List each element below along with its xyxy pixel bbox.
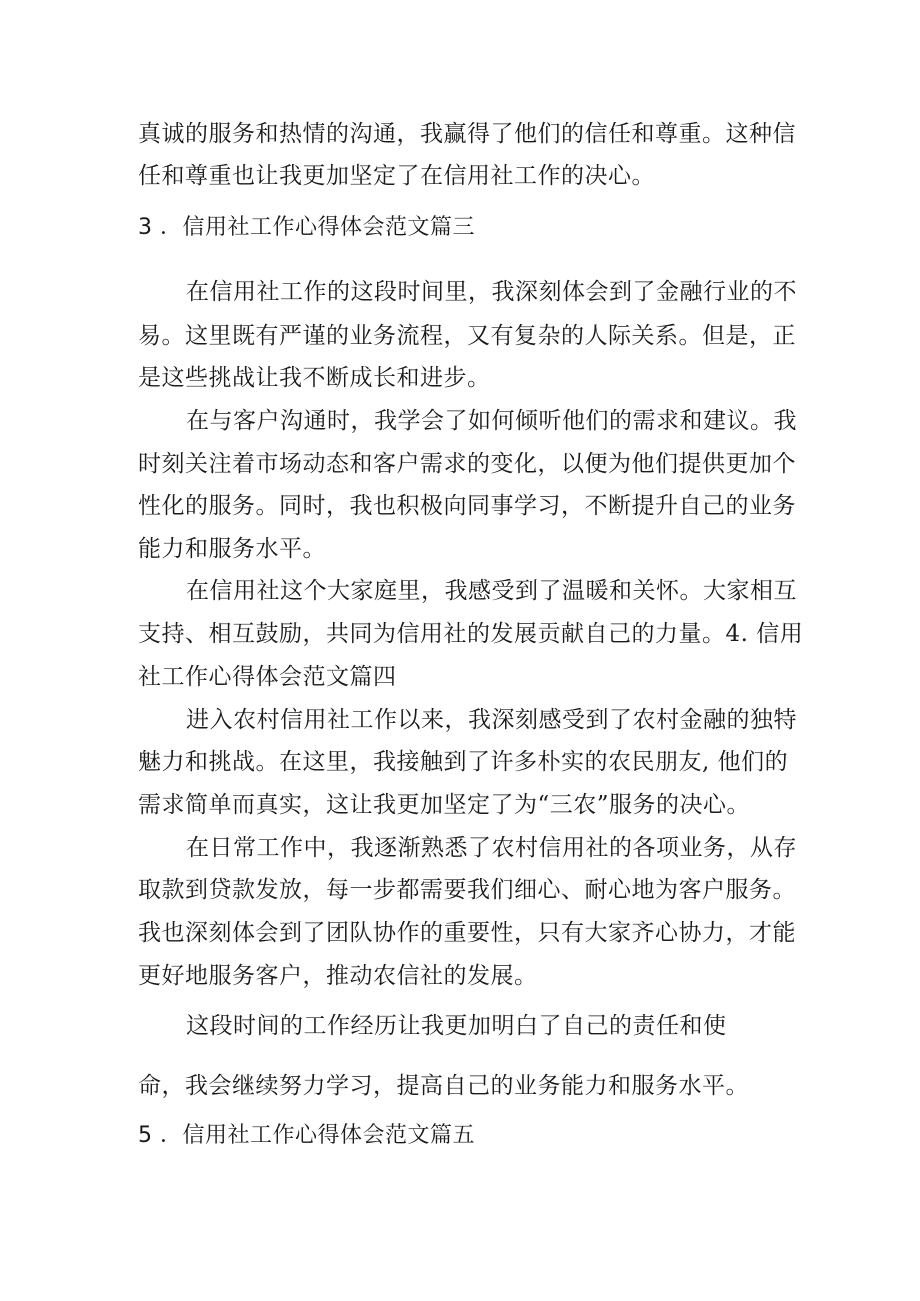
- body-text-line: 命，我会继续努力学习，提高自己的业务能力和服务水平。: [138, 1073, 749, 1099]
- body-text-line: 社工作心得体会范文篇四: [138, 664, 397, 690]
- body-text-line: 易。这里既有严谨的业务流程，又有复杂的人际关系。但是，正: [138, 323, 796, 349]
- section-heading: 5 ．信用社工作心得体会范文篇五: [138, 1123, 475, 1148]
- body-text-line: 我也深刻体会到了团队协作的重要性，只有大家齐心协力，才能: [138, 920, 796, 946]
- body-text-line: 在信用社这个大家庭里，我感受到了温暖和关怀。大家相互: [186, 578, 797, 604]
- body-text-line: 在与客户沟通时，我学会了如何倾听他们的需求和建议。我: [186, 408, 797, 434]
- body-text-line: 能力和服务水平。: [138, 536, 326, 562]
- body-text-line: 支持、相互鼓励，共同为信用社的发展贡献自己的力量。4. 信用: [138, 621, 804, 647]
- body-text-line: 时刻关注着市场动态和客户需求的变化，以便为他们提供更加个: [138, 451, 796, 477]
- body-text-line: 取款到贷款发放，每一步都需要我们细心、耐心地为客户服务。: [138, 877, 796, 903]
- body-text-line: 进入农村信用社工作以来，我深刻感受到了农村金融的独特: [186, 707, 797, 733]
- body-text-line: 在信用社工作的这段时间里，我深刻体会到了金融行业的不: [186, 279, 797, 305]
- body-text-line: 更好地服务客户，推动农信社的发展。: [138, 963, 538, 989]
- body-text-line: 性化的服务。同时，我也积极向同事学习，不断提升自己的业务: [138, 493, 796, 519]
- body-text-line: 这段时间的工作经历让我更加明白了自己的责任和使: [186, 1013, 727, 1039]
- section-heading: 3 ．信用社工作心得体会范文篇三: [138, 215, 475, 240]
- body-text-line: 魅力和挑战。在这里，我接触到了许多朴实的农民朋友, 他们的: [138, 749, 789, 775]
- body-text-line: 真诚的服务和热情的沟通，我赢得了他们的信任和尊重。这种信: [138, 121, 796, 147]
- body-text-line: 需求简单而真实，这让我更加坚定了为“三农”服务的决心。: [138, 792, 751, 818]
- body-text-line: 在日常工作中，我逐渐熟悉了农村信用社的各项业务，从存: [186, 835, 797, 861]
- body-text-line: 是这些挑战让我不断成长和进步。: [138, 365, 491, 391]
- body-text-line: 任和尊重也让我更加坚定了在信用社工作的决心。: [138, 163, 655, 189]
